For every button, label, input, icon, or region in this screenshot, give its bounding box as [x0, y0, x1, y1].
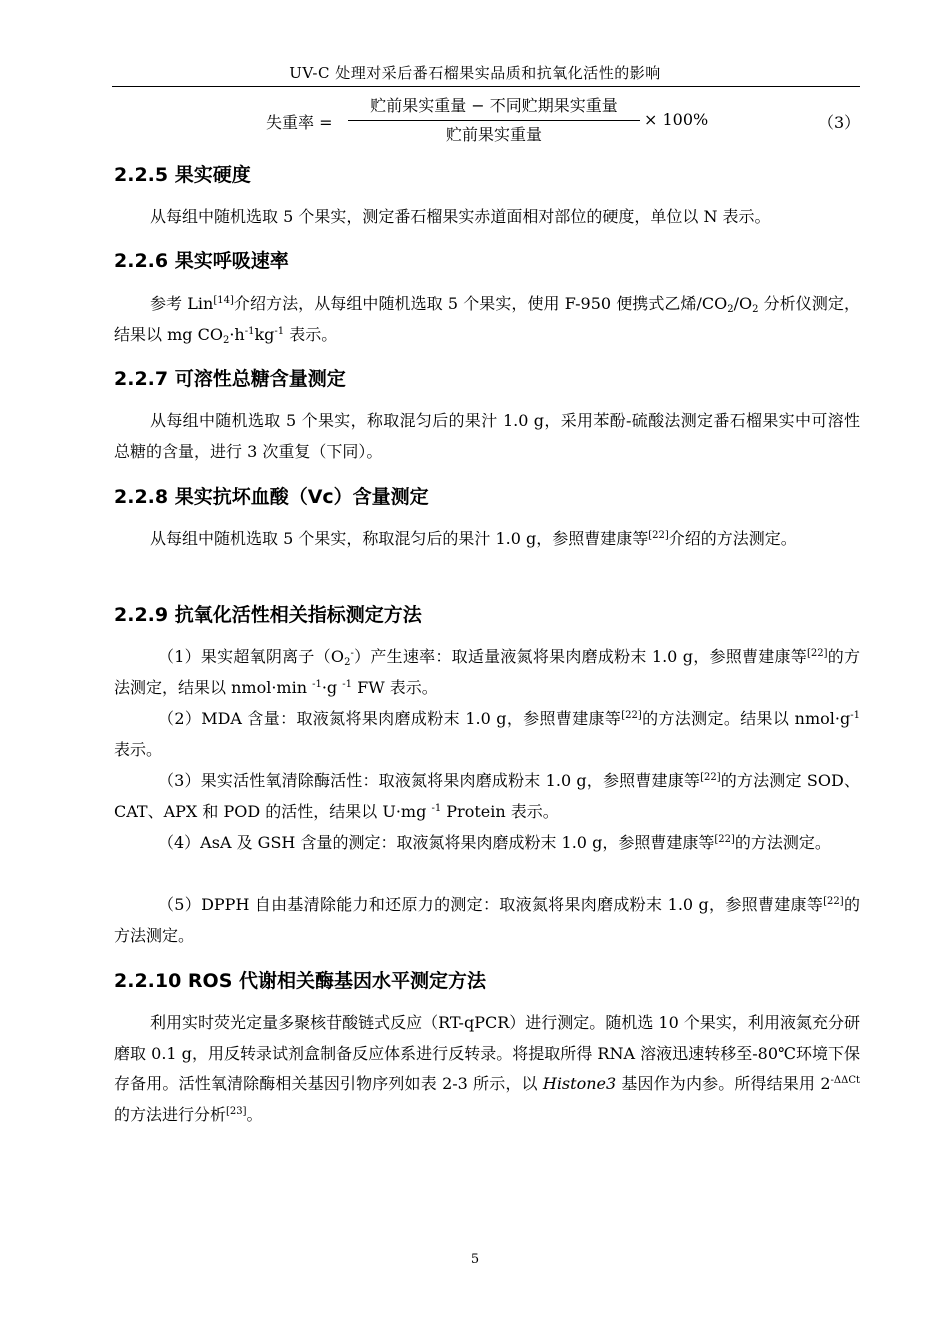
text-run: 的方法测定 SOD、CAT、APX 和 POD 的活性，结果以 U·mg [114, 771, 861, 821]
text-run: （4）AsA 及 GSH 含量的测定：取液氮将果肉磨成粉末 1.0 g，参照曹建康等 [158, 833, 715, 852]
superscript: -1 [274, 325, 285, 337]
gene-name: Histone3 [542, 1074, 617, 1093]
text-run: 表示。 [114, 739, 163, 759]
superscript: -1 [312, 678, 322, 690]
citation: [22] [714, 834, 735, 845]
para-2-2-6 [114, 289, 860, 350]
para-2-2-7: 从每组中随机选取 5 个果实，称取混匀后的果汁 1.0 g，采用苯酚-硫酸法测定番石榴果实中可溶性总糖的含量，进行 3 次重复（下同）。 [114, 411, 860, 461]
text-run: 表示。 [284, 324, 338, 344]
formula-number: （3） [818, 113, 861, 132]
formula-multiplier: × 100% [644, 110, 709, 129]
header-rule [112, 86, 860, 87]
text-run: 分析仪测定，结果以 mg CO [114, 294, 860, 344]
superscript: - [350, 648, 354, 659]
text-run: （1）果实超氧阴离子（O [158, 647, 345, 666]
text-run: （2）MDA 含量：取液氮将果肉磨成粉末 1.0 g，参照曹建康等 [158, 709, 622, 728]
text-run: 的方法测定。 [734, 833, 831, 852]
text-run: Protein 表示。 [441, 801, 559, 821]
fraction-bar [348, 120, 640, 121]
text-run: 的方法测定，结果以 nmol·min [114, 647, 860, 697]
running-header: UV-C 处理对采后番石榴果实品质和抗氧化活性的影响 [289, 64, 661, 82]
text-run: （5）DPPH 自由基清除能力和还原力的测定：取液氮将果肉磨成粉末 1.0 g，参照曹建康等 [158, 895, 824, 914]
subscript: 2 [727, 304, 734, 315]
superscript: -ΔΔCt [830, 1075, 860, 1086]
citation: [22] [823, 896, 844, 907]
text-run: ·g [321, 677, 343, 697]
text-run: 的方法进行分析 [114, 1104, 227, 1124]
subscript: 2 [344, 657, 351, 668]
citation: [14] [213, 295, 234, 306]
page-number: 5 [470, 1252, 480, 1267]
heading-2-2-8: 2.2.8 果实抗坏血酸（Vc）含量测定 [114, 486, 429, 508]
text-run: （3）果实活性氧清除酶活性：取液氮将果肉磨成粉末 1.0 g，参照曹建康等 [158, 771, 701, 790]
list-item-1 [114, 642, 860, 703]
text-run: 介绍的方法测定。 [668, 529, 797, 548]
text-run: /O [733, 294, 753, 313]
formula-fraction [348, 94, 640, 147]
text-run: 从每组中随机选取 5 个果实，称取混匀后的果汁 1.0 g，参照曹建康等 [150, 529, 649, 548]
text-run: 参考 Lin [150, 294, 214, 313]
citation: [22] [648, 530, 669, 541]
heading-2-2-6: 2.2.6 果实呼吸速率 [114, 250, 289, 272]
superscript: -1 [342, 678, 353, 690]
formula-lhs: 失重率 = [266, 113, 333, 132]
text-run: 的方法测定。 [114, 895, 860, 945]
formula-denominator: 贮前果实重量 [445, 125, 542, 144]
list-item-4 [114, 828, 860, 859]
subscript: 2 [752, 304, 759, 315]
weight-loss-formula [0, 92, 950, 152]
text-run: ）产生速率：取适量液氮将果肉磨成粉末 1.0 g，参照曹建康等 [353, 647, 807, 666]
text-run: 。 [246, 1104, 263, 1124]
citation: [22] [700, 772, 721, 783]
text-run: 介绍方法，从每组中随机选取 5 个果实，使用 F-950 便携式乙烯/CO [233, 294, 728, 313]
citation: [23] [226, 1105, 247, 1117]
superscript: -1 [431, 802, 442, 814]
heading-2-2-10: 2.2.10 ROS 代谢相关酶基因水平测定方法 [114, 970, 487, 992]
citation: [22] [806, 648, 828, 659]
heading-2-2-5: 2.2.5 果实硬度 [114, 164, 251, 186]
para-2-2-10 [114, 1008, 860, 1130]
text-run: kg [254, 324, 275, 344]
text-run: ·h [229, 324, 245, 344]
list-item-5 [114, 890, 860, 951]
text-run: 基因作为内参。所得结果用 2 [616, 1074, 831, 1093]
superscript: -1 [850, 710, 860, 721]
para-2-2-5: 从每组中随机选取 5 个果实，测定番石榴果实赤道面相对部位的硬度，单位以 N 表示。 [150, 207, 771, 226]
subscript: 2 [222, 334, 230, 346]
text-run: FW 表示。 [352, 677, 438, 697]
text-run: 的方法测定。结果以 nmol·g [641, 709, 851, 728]
list-item-2 [114, 704, 860, 765]
superscript: -1 [244, 325, 255, 337]
text-run: 利用实时荧光定量多聚核苷酸链式反应（RT-qPCR）进行测定。随机选 10 个果实，利用液氮充分研磨取 0.1 g，用反转录试剂盒制备反应体系进行反转录。将提取所得 RNA 溶液迅速转移至-80℃环境下保存备用。活性氧清除酶相关基因引物序列如表 2-3 所示，以 [114, 1013, 860, 1093]
heading-2-2-7: 2.2.7 可溶性总糖含量测定 [114, 368, 346, 390]
citation: [22] [621, 710, 642, 721]
para-2-2-8 [114, 524, 860, 555]
formula-numerator: 贮前果实重量 − 不同贮期果实重量 [370, 96, 618, 115]
list-item-3 [114, 766, 860, 827]
heading-2-2-9: 2.2.9 抗氧化活性相关指标测定方法 [114, 604, 422, 626]
